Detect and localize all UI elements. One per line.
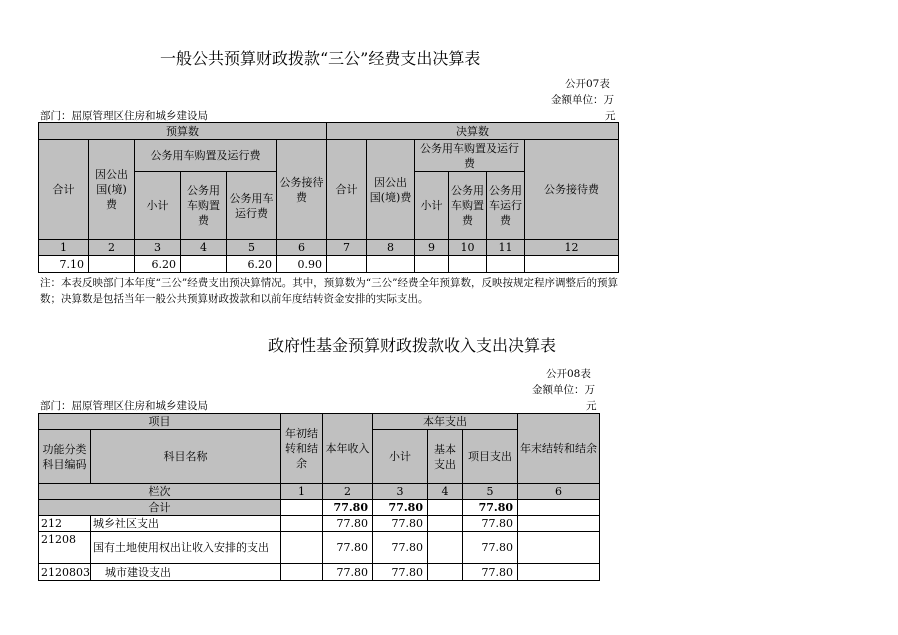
budget-reception-header: 公务接待费: [277, 140, 327, 240]
col-number: 10: [449, 240, 487, 256]
final-reception-header: 公务接待费: [525, 140, 619, 240]
total-label: 合计: [39, 500, 281, 516]
final-header: 决算数: [327, 123, 619, 140]
data-cell: 77.80: [373, 516, 428, 532]
data-cell: 77.80: [373, 532, 428, 564]
budget-header: 预算数: [39, 123, 327, 140]
table-row: [39, 516, 600, 532]
budget-abroad-header: 因公出国(境)费: [89, 140, 135, 240]
data-cell: 77.80: [373, 500, 428, 516]
doc2-unit-line2: 元: [586, 400, 597, 412]
item-header: 项目: [39, 414, 281, 430]
col-number: 8: [367, 240, 415, 256]
data-cell: 77.80: [463, 564, 518, 581]
data-cell: 7.10: [39, 256, 89, 273]
data-cell: [518, 500, 600, 516]
col-number: 9: [415, 240, 449, 256]
final-subtotal-header: 小计: [415, 172, 449, 240]
data-cell: [281, 532, 323, 564]
data-cell: 77.80: [323, 564, 373, 581]
col-number: 1: [281, 484, 323, 500]
basic-header: 基本支出: [428, 430, 463, 484]
doc1-department: 部门：屈原管理区住房和城乡建设局: [40, 110, 208, 122]
col-number: 11: [487, 240, 525, 256]
data-cell: [525, 256, 619, 273]
data-cell: 77.80: [373, 564, 428, 581]
col-number: 6: [277, 240, 327, 256]
data-cell: [281, 500, 323, 516]
col-number: 12: [525, 240, 619, 256]
doc1-unit-line1: 金额单位：万: [551, 94, 614, 106]
doc2-table: [38, 413, 600, 581]
col-number: 5: [463, 484, 518, 500]
name-cell: 国有土地使用权出让收入安排的支出: [91, 532, 281, 564]
doc1-note: 注：本表反映部门本年度“三公”经费支出预决算情况。其中，预算数为“三公”经费全年预算数，反映按规定程序调整后的预算数；决算数是包括当年一般公共预算财政拨款和以前年度结转资金安排的实际支出。: [40, 277, 618, 305]
data-cell: [518, 532, 600, 564]
data-cell: [518, 516, 600, 532]
data-cell: 77.80: [463, 532, 518, 564]
data-cell: 77.80: [463, 500, 518, 516]
data-cell: [281, 516, 323, 532]
table-row: [39, 564, 600, 581]
final-car-group-header: 公务用车购置及运行费: [415, 140, 525, 172]
row-label-header: 栏次: [39, 484, 281, 500]
name-cell: 城乡社区支出: [91, 516, 281, 532]
col-number: 5: [227, 240, 277, 256]
budget-subtotal-header: 小计: [135, 172, 181, 240]
final-abroad-header: 因公出国(境)费: [367, 140, 415, 240]
expense-subtotal-header: 小计: [373, 430, 428, 484]
data-cell: [449, 256, 487, 273]
budget-car-run-header: 公务用车运行费: [227, 172, 277, 240]
name-cell: 城市建设支出: [91, 564, 281, 581]
table-row: [39, 532, 600, 564]
data-cell: 0.90: [277, 256, 327, 273]
col-number: 4: [428, 484, 463, 500]
project-header: 项目支出: [463, 430, 518, 484]
data-cell: [428, 532, 463, 564]
ending-header: 年末结转和结余: [518, 414, 600, 484]
data-cell: [428, 500, 463, 516]
col-number: 1: [39, 240, 89, 256]
code-cell: 2120803: [39, 564, 91, 581]
data-cell: [487, 256, 525, 273]
final-car-run-header: 公务用车运行费: [487, 172, 525, 240]
col-number: 6: [518, 484, 600, 500]
col-number: 2: [323, 484, 373, 500]
doc1-table: [38, 122, 619, 273]
total-row: [39, 500, 600, 516]
code-header: 功能分类科目编码: [39, 430, 91, 484]
data-cell: [415, 256, 449, 273]
code-cell: 21208: [39, 532, 91, 564]
doc2-department: 部门：屈原管理区住房和城乡建设局: [40, 400, 208, 412]
data-cell: [428, 564, 463, 581]
final-total-header: 合计: [327, 140, 367, 240]
carryover-header: 年初结转和结余: [281, 414, 323, 484]
code-cell: 212: [39, 516, 91, 532]
data-cell: 77.80: [323, 516, 373, 532]
doc1-form-no: 公开07表: [565, 78, 610, 90]
data-cell: [367, 256, 415, 273]
expense-header: 本年支出: [373, 414, 518, 430]
budget-car-group-header: 公务用车购置及运行费: [135, 140, 277, 172]
data-cell: 77.80: [323, 532, 373, 564]
name-header: 科目名称: [91, 430, 281, 484]
data-cell: 6.20: [135, 256, 181, 273]
doc1-unit-line2: 元: [605, 110, 616, 122]
budget-car-purchase-header: 公务用车购置费: [181, 172, 227, 240]
doc2-title: 政府性基金预算财政拨款收入支出决算表: [268, 336, 557, 355]
table-row: [39, 256, 619, 273]
data-cell: [518, 564, 600, 581]
income-header: 本年收入: [323, 414, 373, 484]
col-number: 3: [373, 484, 428, 500]
data-cell: [281, 564, 323, 581]
data-cell: [181, 256, 227, 273]
col-number: 3: [135, 240, 181, 256]
data-cell: [428, 516, 463, 532]
budget-total-header: 合计: [39, 140, 89, 240]
data-cell: 6.20: [227, 256, 277, 273]
data-cell: [327, 256, 367, 273]
col-number: 4: [181, 240, 227, 256]
data-cell: 77.80: [463, 516, 518, 532]
col-number: 7: [327, 240, 367, 256]
final-car-purchase-header: 公务用车购置费: [449, 172, 487, 240]
doc2-unit-line1: 金额单位：万: [532, 384, 595, 396]
data-cell: [89, 256, 135, 273]
col-number: 2: [89, 240, 135, 256]
doc2-form-no: 公开08表: [546, 368, 591, 380]
doc1-title: 一般公共预算财政拨款“三公”经费支出决算表: [160, 49, 481, 68]
data-cell: 77.80: [323, 500, 373, 516]
